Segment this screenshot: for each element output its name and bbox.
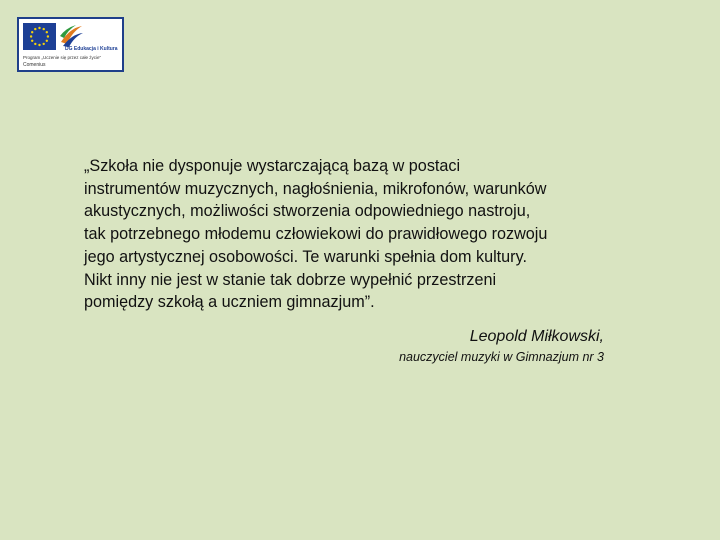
quote-line: jego artystycznej osobowości. Te warunki spełnia dom kultury. — [84, 247, 527, 266]
programme-arrows-icon — [58, 22, 84, 48]
logo-comenius-text: Comenius — [23, 62, 46, 68]
eu-flag-icon — [23, 23, 56, 50]
quote-line: akustycznych, możliwości stworzenia odpowiedniego nastroju, — [84, 202, 531, 221]
quote-line: instrumentów muzycznych, nagłośnienia, mikrofonów, warunków — [84, 179, 547, 198]
author-role: nauczyciel muzyki w Gimnazjum nr 3 — [399, 350, 604, 364]
quote-line: „Szkoła nie dysponuje wystarczającą bazą w postaci — [84, 157, 461, 175]
quote-line: tak potrzebnego młodemu człowiekowi do prawidłowego rozwoju — [84, 225, 548, 244]
logo-dg-text: DG Edukacja i Kultura — [65, 46, 118, 52]
quote-line: Nikt inny nie jest w stanie tak dobrze wypełnić przestrzeni — [84, 270, 497, 289]
quote-block — [84, 155, 624, 314]
logo-programme-text: Program „Uczenie się przez całe życie” — [23, 55, 102, 60]
quote-line: pomiędzy szkołą a uczniem gimnazjum”. — [84, 293, 375, 312]
quote-author: Leopold Miłkowski, — [469, 328, 604, 345]
eu-programme-logo — [17, 17, 124, 72]
